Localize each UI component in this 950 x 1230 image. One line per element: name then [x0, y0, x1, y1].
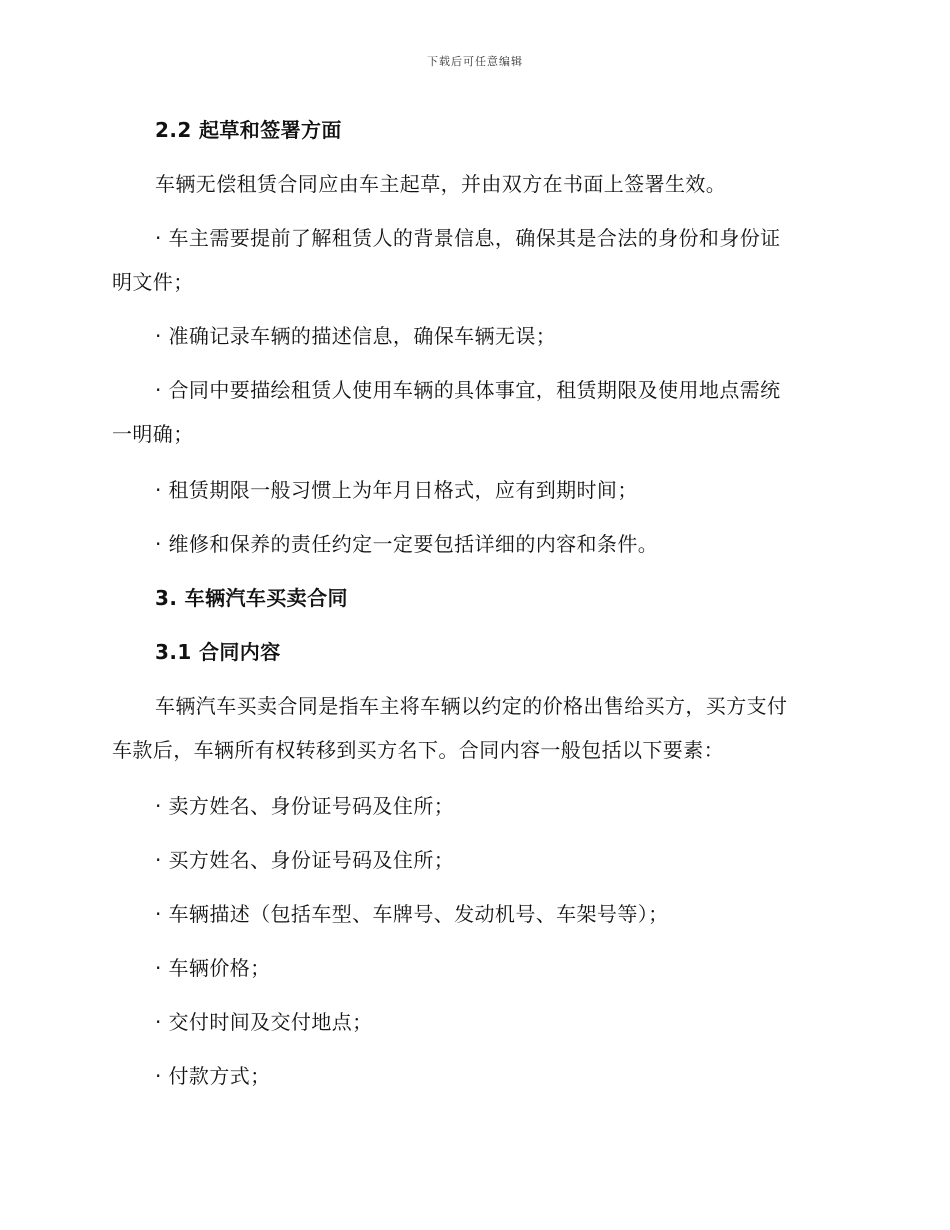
page-header: 下载后可任意编辑	[427, 55, 523, 68]
section-heading-3: 3. 车辆汽车买卖合同	[155, 586, 348, 610]
bullet-item-continuation: 明文件；	[112, 270, 194, 294]
bullet-item: · 卖方姓名、身份证号码及住所；	[155, 794, 455, 818]
bullet-item: · 买方姓名、身份证号码及住所；	[155, 848, 455, 872]
paragraph-intro: 车辆汽车买卖合同是指车主将车辆以约定的价格出售给买方，买方支付	[155, 694, 788, 718]
paragraph-draft: 车辆无偿租赁合同应由车主起草，并由双方在书面上签署生效。	[155, 172, 727, 196]
bullet-item: · 准确记录车辆的描述信息，确保车辆无误；	[155, 324, 557, 348]
bullet-item: · 维修和保养的责任约定一定要包括详细的内容和条件。	[155, 532, 659, 556]
section-heading-2-2: 2.2 起草和签署方面	[155, 118, 342, 142]
bullet-item: · 交付时间及交付地点；	[155, 1010, 373, 1034]
bullet-item-continuation: 一明确；	[112, 422, 194, 446]
paragraph-intro-continuation: 车款后，车辆所有权转移到买方名下。合同内容一般包括以下要素：	[112, 738, 724, 762]
bullet-item: · 车辆价格；	[155, 956, 271, 980]
bullet-item: · 租赁期限一般习惯上为年月日格式，应有到期时间；	[155, 478, 638, 502]
bullet-item: · 合同中要描绘租赁人使用车辆的具体事宜，租赁期限及使用地点需统	[155, 378, 781, 402]
bullet-item: · 付款方式；	[155, 1064, 271, 1088]
bullet-item: · 车辆描述（包括车型、车牌号、发动机号、车架号等）；	[155, 902, 669, 926]
bullet-item: · 车主需要提前了解租赁人的背景信息，确保其是合法的身份和身份证	[155, 226, 781, 250]
section-heading-3-1: 3.1 合同内容	[155, 640, 281, 664]
